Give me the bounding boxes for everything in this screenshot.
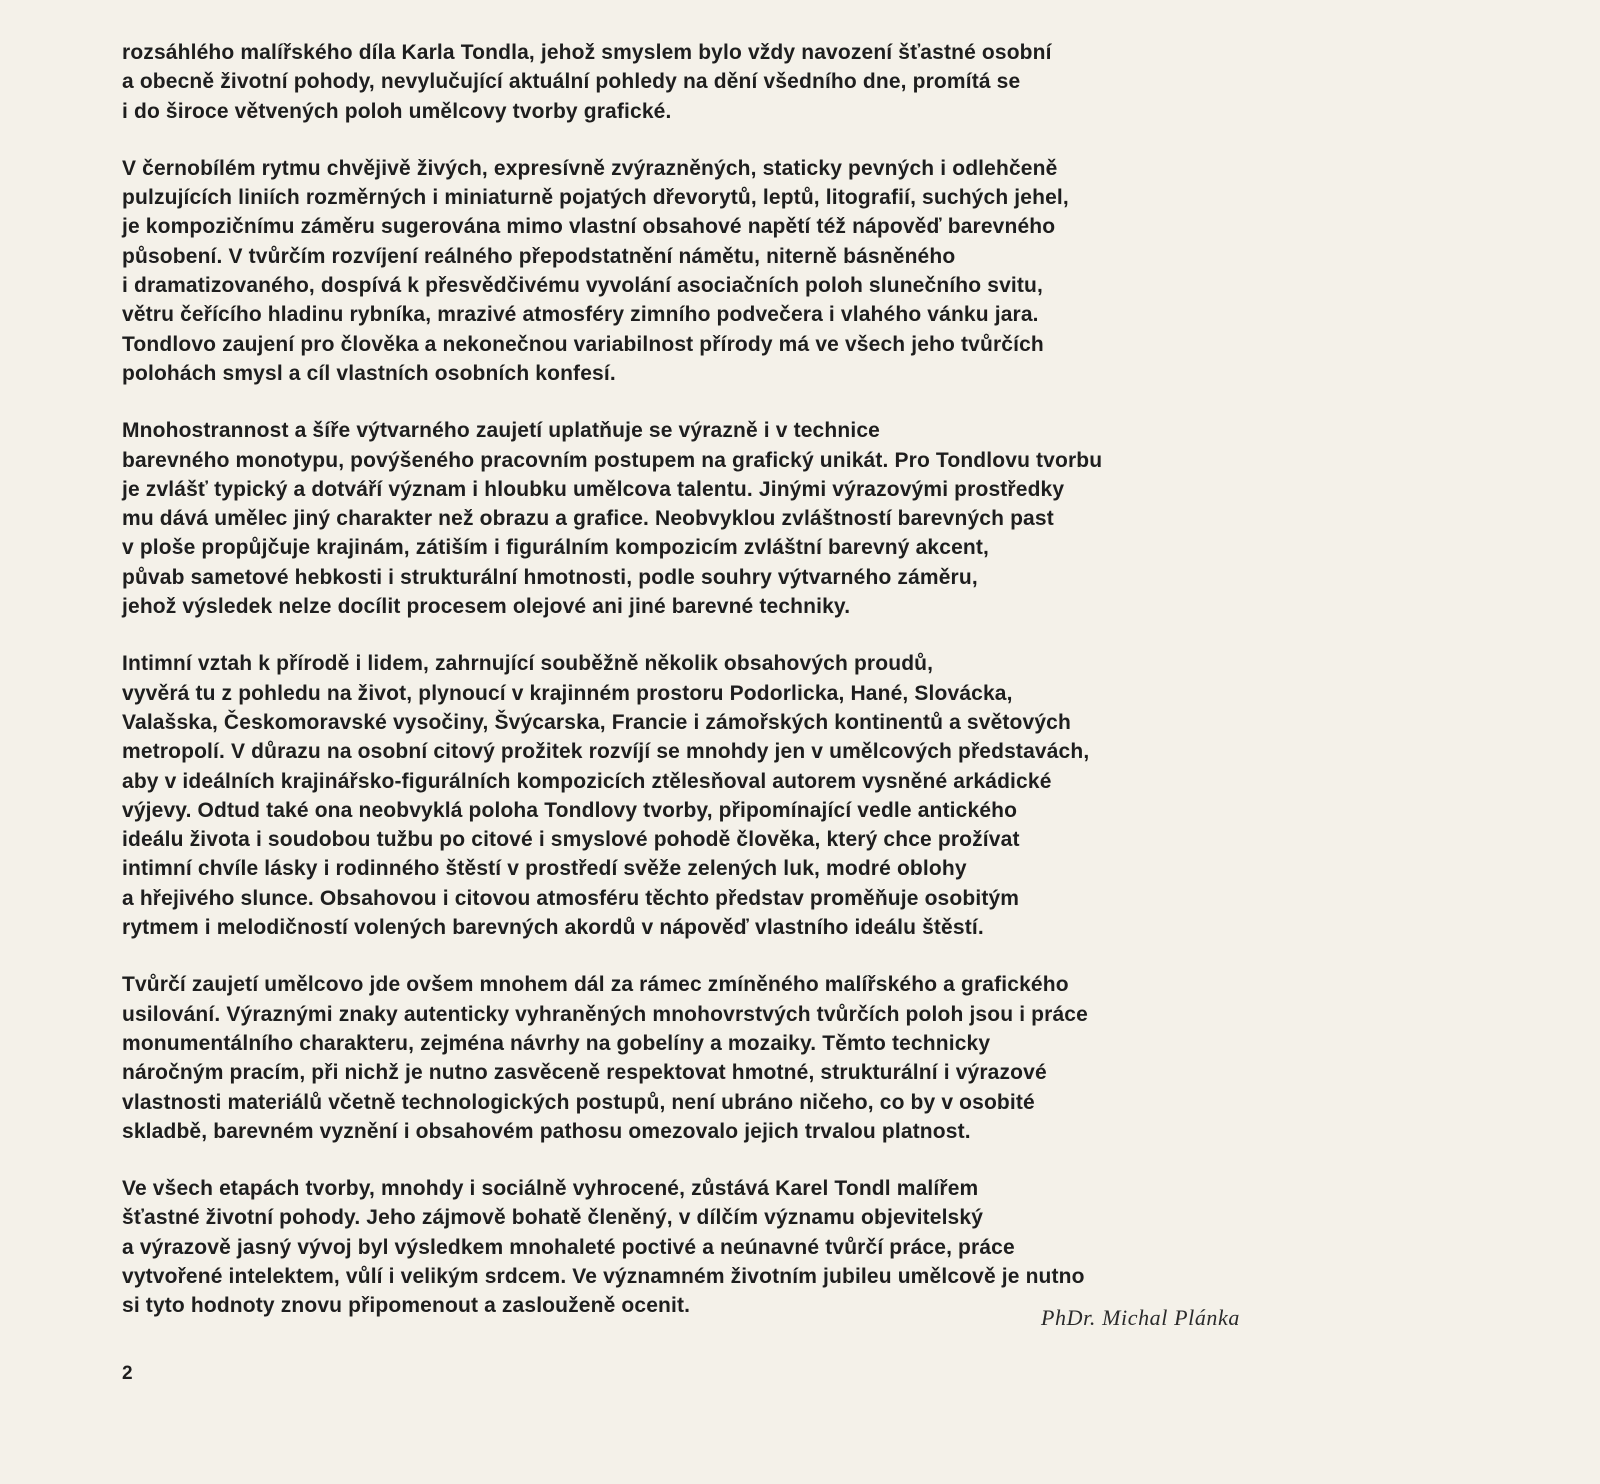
- text-line: Ve všech etapách tvorby, mnohdy i sociálně vyhrocené, zůstává Karel Tondl malířem: [122, 1177, 979, 1201]
- text-line: a výrazově jasný vývoj byl výsledkem mnohaleté poctivé a neúnavné tvůrčí práce, práce: [122, 1235, 1015, 1259]
- text-line: skladbě, barevném vyznění i obsahovém pathosu omezovalo jejich trvalou platnost.: [122, 1119, 971, 1143]
- text-line: metropolí. V důrazu na osobní citový prožitek rozvíjí se mnohdy jen v umělcových představách,: [122, 740, 1090, 764]
- paragraph-6: [122, 1174, 1262, 1320]
- text-line: rozsáhlého malířského díla Karla Tondla, jehož smyslem bylo vždy navození šťastné osobní: [122, 41, 1052, 64]
- paragraph-5: [122, 970, 1262, 1146]
- text-line: větru čeřícího hladinu rybníka, mrazivé atmosféry zimního podvečera i vlahého vánku jara.: [122, 303, 1039, 327]
- text-line: V černobílém rytmu chvějivě živých, expresívně zvýrazněných, staticky pevných i odlehčeně: [122, 156, 1058, 180]
- text-line: šťastné životní pohody. Jeho zájmově bohatě členěný, v dílčím významu objevitelský: [122, 1206, 984, 1230]
- text-line: je kompozičnímu záměru sugerována mimo vlastní obsahové napětí též nápověď barevného: [122, 215, 1056, 239]
- text-line: intimní chvíle lásky i rodinného štěstí v prostředí svěže zelených luk, modré oblohy: [122, 857, 967, 881]
- text-line: aby v ideálních krajinářsko-figurálních kompozicích ztělesňoval autorem vysněné arkádické: [122, 769, 1052, 793]
- text-line: usilování. Výraznými znaky autenticky vyhraněných mnohovrstvých tvůrčích poloh jsou i práce: [122, 1002, 1088, 1026]
- article-text: [122, 38, 1262, 1349]
- text-line: v ploše propůjčuje krajinám, zátiším i figurálním kompozicím zvláštní barevný akcent,: [122, 536, 990, 560]
- text-line: Tvůrčí zaujetí umělcovo jde ovšem mnohem dál za rámec zmíněného malířského a grafického: [122, 973, 1069, 997]
- text-line: rytmem i melodičností volených barevných akordů v nápověď vlastního ideálu štěstí.: [122, 916, 984, 940]
- text-line: jehož výsledek nelze docílit procesem olejové ani jiné barevné techniky.: [122, 595, 851, 619]
- text-line: i dramatizovaného, dospívá k přesvědčivému vyvolání asociačních poloh slunečního svitu,: [122, 274, 1043, 298]
- text-line: barevného monotypu, povýšeného pracovním postupem na grafický unikát. Pro Tondlovu tvorbu: [122, 448, 1103, 472]
- author-signature: PhDr. Michal Plánka: [1041, 1305, 1240, 1330]
- text-line: náročným pracím, při nichž je nutno zasvěceně respektovat hmotné, strukturální i výrazové: [122, 1061, 1047, 1085]
- text-line: Valašska, Českomoravské vysočiny, Švýcarska, Francie i zámořských kontinentů a světových: [122, 710, 1071, 734]
- text-line: mu dává umělec jiný charakter než obrazu a grafice. Neobvyklou zvláštností barevných past: [122, 507, 1054, 531]
- text-line: si tyto hodnoty znovu připomenout a zaslouženě ocenit.: [122, 1294, 691, 1318]
- paragraph-2: [122, 154, 1262, 388]
- text-line: Intimní vztah k přírodě i lidem, zahrnující souběžně několik obsahových proudů,: [122, 652, 934, 676]
- text-line: a hřejivého slunce. Obsahovou i citovou atmosféru těchto představ proměňuje osobitým: [122, 886, 1020, 910]
- text-line: výjevy. Odtud také ona neobvyklá poloha Tondlovy tvorby, připomínající vedle antického: [122, 798, 1018, 822]
- text-line: Tondlovo zaujení pro člověka a nekonečnou variabilnost přírody má ve všech jeho tvůrčích: [122, 332, 1044, 356]
- text-line: polohách smysl a cíl vlastních osobních konfesí.: [122, 361, 616, 385]
- text-line: vlastnosti materiálů včetně technologických postupů, není ubráno ničeho, co by v osobité: [122, 1090, 1035, 1114]
- paragraph-1: [122, 38, 1262, 126]
- text-line: vyvěrá tu z pohledu na život, plynoucí v krajinném prostoru Podorlicka, Hané, Slovácka,: [122, 681, 1013, 705]
- text-line: je zvlášť typický a dotváří význam i hloubku umělcova talentu. Jinými výrazovými prostředky: [122, 477, 1065, 501]
- text-line: monumentálního charakteru, zejména návrhy na gobelíny a mozaiky. Těmto technicky: [122, 1031, 991, 1055]
- text-line: i do široce větvených poloh umělcovy tvorby grafické.: [122, 99, 672, 123]
- text-line: působení. V tvůrčím rozvíjení reálného přepodstatnění námětu, niterně básněného: [122, 244, 956, 268]
- paragraph-4: [122, 649, 1262, 942]
- page-number: 2: [122, 1363, 133, 1384]
- text-line: pulzujících liniích rozměrných i miniaturně pojatých dřevorytů, leptů, litografií, suchých jehel,: [122, 186, 1069, 210]
- text-line: půvab sametové hebkosti i strukturální hmotnosti, podle souhry výtvarného záměru,: [122, 565, 978, 589]
- text-line: vytvořené intelektem, vůlí i velikým srdcem. Ve významném životním jubileu umělcově je nutno: [122, 1264, 1085, 1288]
- paragraph-3: [122, 416, 1262, 621]
- text-line: a obecně životní pohody, nevylučující aktuální pohledy na dění všedního dne, promítá se: [122, 70, 1021, 94]
- text-line: ideálu života i soudobou tužbu po citové i smyslové pohodě člověka, který chce prožívat: [122, 828, 1020, 852]
- text-line: Mnohostrannost a šíře výtvarného zaujetí uplatňuje se výrazně i v technice: [122, 419, 880, 443]
